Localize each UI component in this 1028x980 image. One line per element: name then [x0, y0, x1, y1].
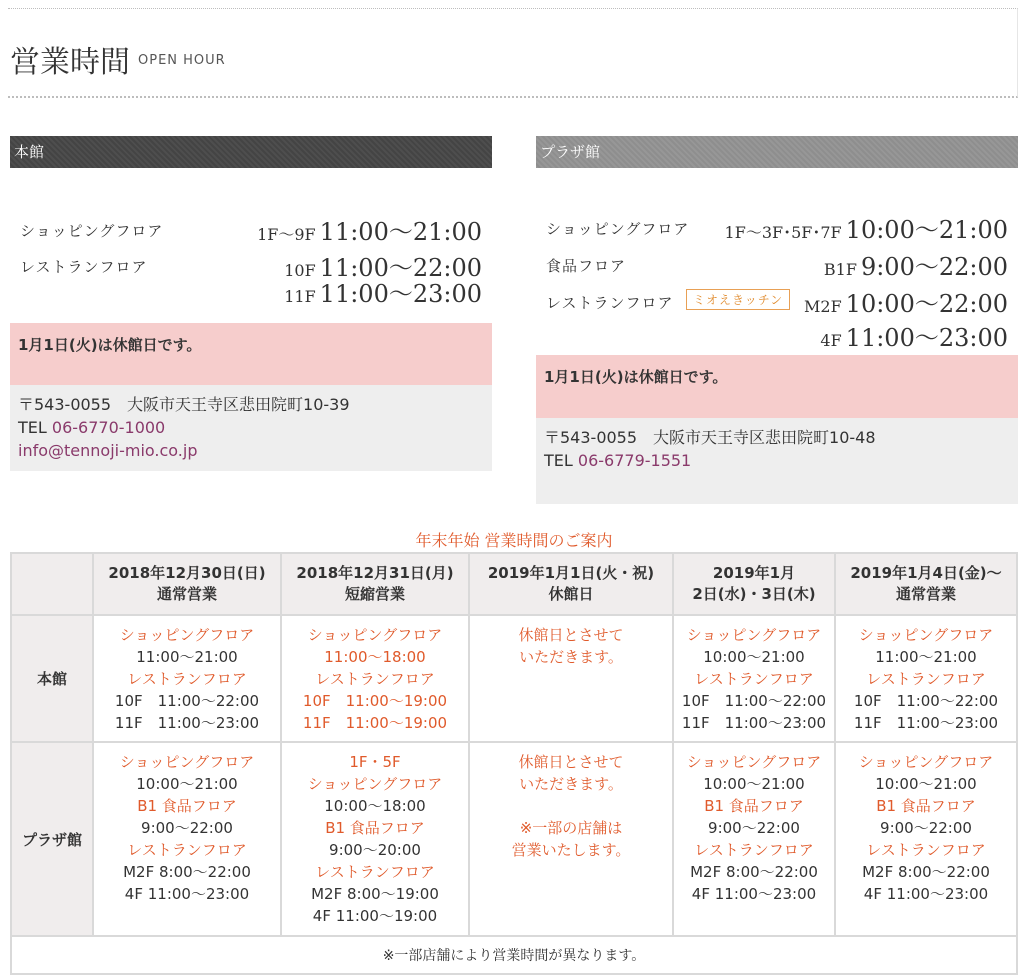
- cell-line: M2F 8:00〜22:00: [123, 863, 251, 881]
- floor-range: B1F: [823, 260, 857, 279]
- table-row: [11, 615, 1017, 742]
- cell-line: 10:00〜21:00: [875, 775, 977, 793]
- cell-line: M2F 8:00〜22:00: [690, 863, 818, 881]
- table-note: ※一部店舗により営業時間が異なります。: [11, 936, 1017, 974]
- table-header-row: [11, 553, 1017, 615]
- cell-line: 4F 11:00〜23:00: [691, 885, 817, 903]
- address-block: [10, 385, 492, 471]
- cell-line: B1 食品フロア: [876, 797, 976, 815]
- floor-label: 食品フロア: [546, 257, 627, 275]
- honkan-heading: 本館: [10, 136, 492, 168]
- cell-line: B1 食品フロア: [325, 819, 425, 837]
- cell-line: M2F 8:00〜19:00: [311, 885, 439, 903]
- date-header: 2019年1月1日(火・祝) 休館日: [469, 553, 673, 615]
- cell-line: 11:00〜21:00: [875, 648, 977, 666]
- hours-time: 11:00〜23:00: [319, 280, 482, 308]
- newyear-table: [10, 552, 1018, 975]
- plaza-panel: [536, 136, 1018, 504]
- hours-time: 11:00〜21:00: [319, 218, 482, 246]
- cell-line: 11F 11:00〜23:00: [681, 714, 827, 732]
- date-header: 2018年12月30日(日) 通常営業: [93, 553, 281, 615]
- plaza-hours: [536, 168, 1018, 352]
- floor-range: 11F: [284, 287, 316, 306]
- hours-time: 9:00〜22:00: [860, 253, 1008, 281]
- cell-line: ショッピングフロア: [686, 753, 822, 771]
- hours-time: 10:00〜21:00: [845, 216, 1008, 244]
- row-header: プラザ館: [11, 742, 93, 936]
- schedule-cell: [93, 615, 281, 742]
- cell-line: ショッピングフロア: [307, 626, 443, 644]
- cell-line: 10F 11:00〜22:00: [681, 692, 827, 710]
- schedule-cell: [469, 615, 673, 742]
- tel-label: TEL: [544, 451, 578, 470]
- hours-time: 10:00〜22:00: [845, 290, 1008, 318]
- tel-link[interactable]: 06-6770-1000: [51, 418, 166, 437]
- cell-line: 10:00〜21:00: [136, 775, 238, 793]
- plaza-hours-row: [536, 318, 1008, 352]
- cell-line: いただきます。: [519, 775, 623, 793]
- cell-line: 10:00〜18:00: [324, 797, 426, 815]
- schedule-cell: [673, 615, 835, 742]
- schedule-cell: [835, 615, 1017, 742]
- cell-line: 11:00〜21:00: [136, 648, 238, 666]
- page-subtitle: OPEN HOUR: [138, 53, 226, 68]
- cell-line: ショッピングフロア: [858, 753, 994, 771]
- email-link[interactable]: info@tennoji-mio.co.jp: [18, 441, 198, 460]
- cell-line: 1F・5F: [349, 753, 401, 771]
- hours-time: 11:00〜23:00: [845, 324, 1008, 352]
- honkan-hours: [10, 168, 492, 323]
- cell-line: 4F 11:00〜23:00: [863, 885, 989, 903]
- cell-line: B1 食品フロア: [704, 797, 804, 815]
- cell-line: レストランフロア: [315, 863, 435, 881]
- plaza-hours-row: [536, 247, 1008, 281]
- cell-line: 9:00〜22:00: [880, 819, 972, 837]
- cell-line: 11F 11:00〜19:00: [302, 714, 448, 732]
- cell-line: レストランフロア: [866, 841, 986, 859]
- plaza-hours-row: [536, 210, 1008, 244]
- cell-line: ショッピングフロア: [307, 775, 443, 793]
- cell-line: ショッピングフロア: [686, 626, 822, 644]
- cell-line: 10:00〜21:00: [703, 648, 805, 666]
- tel-link[interactable]: 06-6779-1551: [577, 451, 692, 470]
- cell-line: レストランフロア: [315, 670, 435, 688]
- closed-notice: 1月1日(火)は休館日です。: [536, 355, 1018, 418]
- cell-line: 10F 11:00〜22:00: [853, 692, 999, 710]
- cell-line: いただきます。: [519, 648, 623, 666]
- floor-range: 4F: [820, 331, 842, 350]
- note-row: [11, 936, 1017, 974]
- cell-line: M2F 8:00〜22:00: [862, 863, 990, 881]
- cell-line: 9:00〜22:00: [708, 819, 800, 837]
- cell-line: ショッピングフロア: [119, 626, 255, 644]
- date-header: 2019年1月 2日(水)・3日(木): [673, 553, 835, 615]
- schedule-cell: [835, 742, 1017, 936]
- table-row: [11, 742, 1017, 936]
- cell-line: レストランフロア: [694, 841, 814, 859]
- cell-line: 11F 11:00〜23:00: [114, 714, 260, 732]
- cell-line: レストランフロア: [127, 841, 247, 859]
- cell-line: レストランフロア: [694, 670, 814, 688]
- cell-line: 9:00〜22:00: [141, 819, 233, 837]
- cell-line: 休館日とさせて: [518, 626, 624, 644]
- floor-label: レストランフロア: [546, 294, 674, 312]
- cell-line: 11:00〜18:00: [324, 648, 426, 666]
- floor-label: ショッピングフロア: [546, 220, 690, 238]
- schedule-cell: [673, 742, 835, 936]
- floor-range: 10F: [284, 261, 316, 280]
- cell-line: [470, 795, 672, 817]
- corner-cell: [11, 553, 93, 615]
- hours-time: 11:00〜22:00: [319, 254, 482, 282]
- page-title: 営業時間: [10, 45, 130, 80]
- honkan-hours-row: [10, 274, 482, 308]
- floor-range: 1F〜3F･5F･7F: [724, 223, 842, 242]
- plaza-hours-row: [536, 284, 1008, 318]
- cell-line: ショッピングフロア: [858, 626, 994, 644]
- closed-notice: 1月1日(火)は休館日です。: [10, 323, 492, 385]
- date-header: 2018年12月31日(月) 短縮営業: [281, 553, 469, 615]
- cell-line: 10F 11:00〜19:00: [302, 692, 448, 710]
- page-header: [8, 8, 1018, 98]
- date-header: 2019年1月4日(金)〜 通常営業: [835, 553, 1017, 615]
- cell-line: ショッピングフロア: [119, 753, 255, 771]
- cell-line: 11F 11:00〜23:00: [853, 714, 999, 732]
- address-block: [536, 418, 1018, 504]
- cell-line: 休館日とさせて: [518, 753, 624, 771]
- floor-label: レストランフロア: [20, 258, 148, 276]
- cell-line: 10:00〜21:00: [703, 775, 805, 793]
- honkan-panel: [10, 136, 492, 471]
- floor-range: M2F: [804, 297, 842, 316]
- kitchen-badge: ミオえきッチン: [686, 289, 790, 310]
- address: 〒543-0055 大阪市天王寺区悲田院町10-39: [18, 395, 350, 414]
- cell-line: ※一部の店舗は: [519, 819, 623, 837]
- cell-line: B1 食品フロア: [137, 797, 237, 815]
- cell-line: レストランフロア: [866, 670, 986, 688]
- honkan-hours-row: [10, 212, 482, 246]
- cell-line: 10F 11:00〜22:00: [114, 692, 260, 710]
- cell-line: レストランフロア: [127, 670, 247, 688]
- address: 〒543-0055 大阪市天王寺区悲田院町10-48: [544, 428, 876, 447]
- floor-range: 1F〜9F: [257, 225, 316, 244]
- schedule-cell: [93, 742, 281, 936]
- floor-label: ショッピングフロア: [20, 222, 164, 240]
- cell-line: 4F 11:00〜23:00: [124, 885, 250, 903]
- row-header: 本館: [11, 615, 93, 742]
- schedule-cell: [281, 742, 469, 936]
- cell-line: 9:00〜20:00: [329, 841, 421, 859]
- cell-line: 4F 11:00〜19:00: [312, 907, 438, 925]
- newyear-title: 年末年始 営業時間のご案内: [415, 531, 613, 550]
- schedule-cell: [281, 615, 469, 742]
- plaza-heading: プラザ館: [536, 136, 1018, 168]
- tel-label: TEL: [18, 418, 52, 437]
- schedule-cell: [469, 742, 673, 936]
- cell-line: 営業いたします。: [511, 841, 631, 859]
